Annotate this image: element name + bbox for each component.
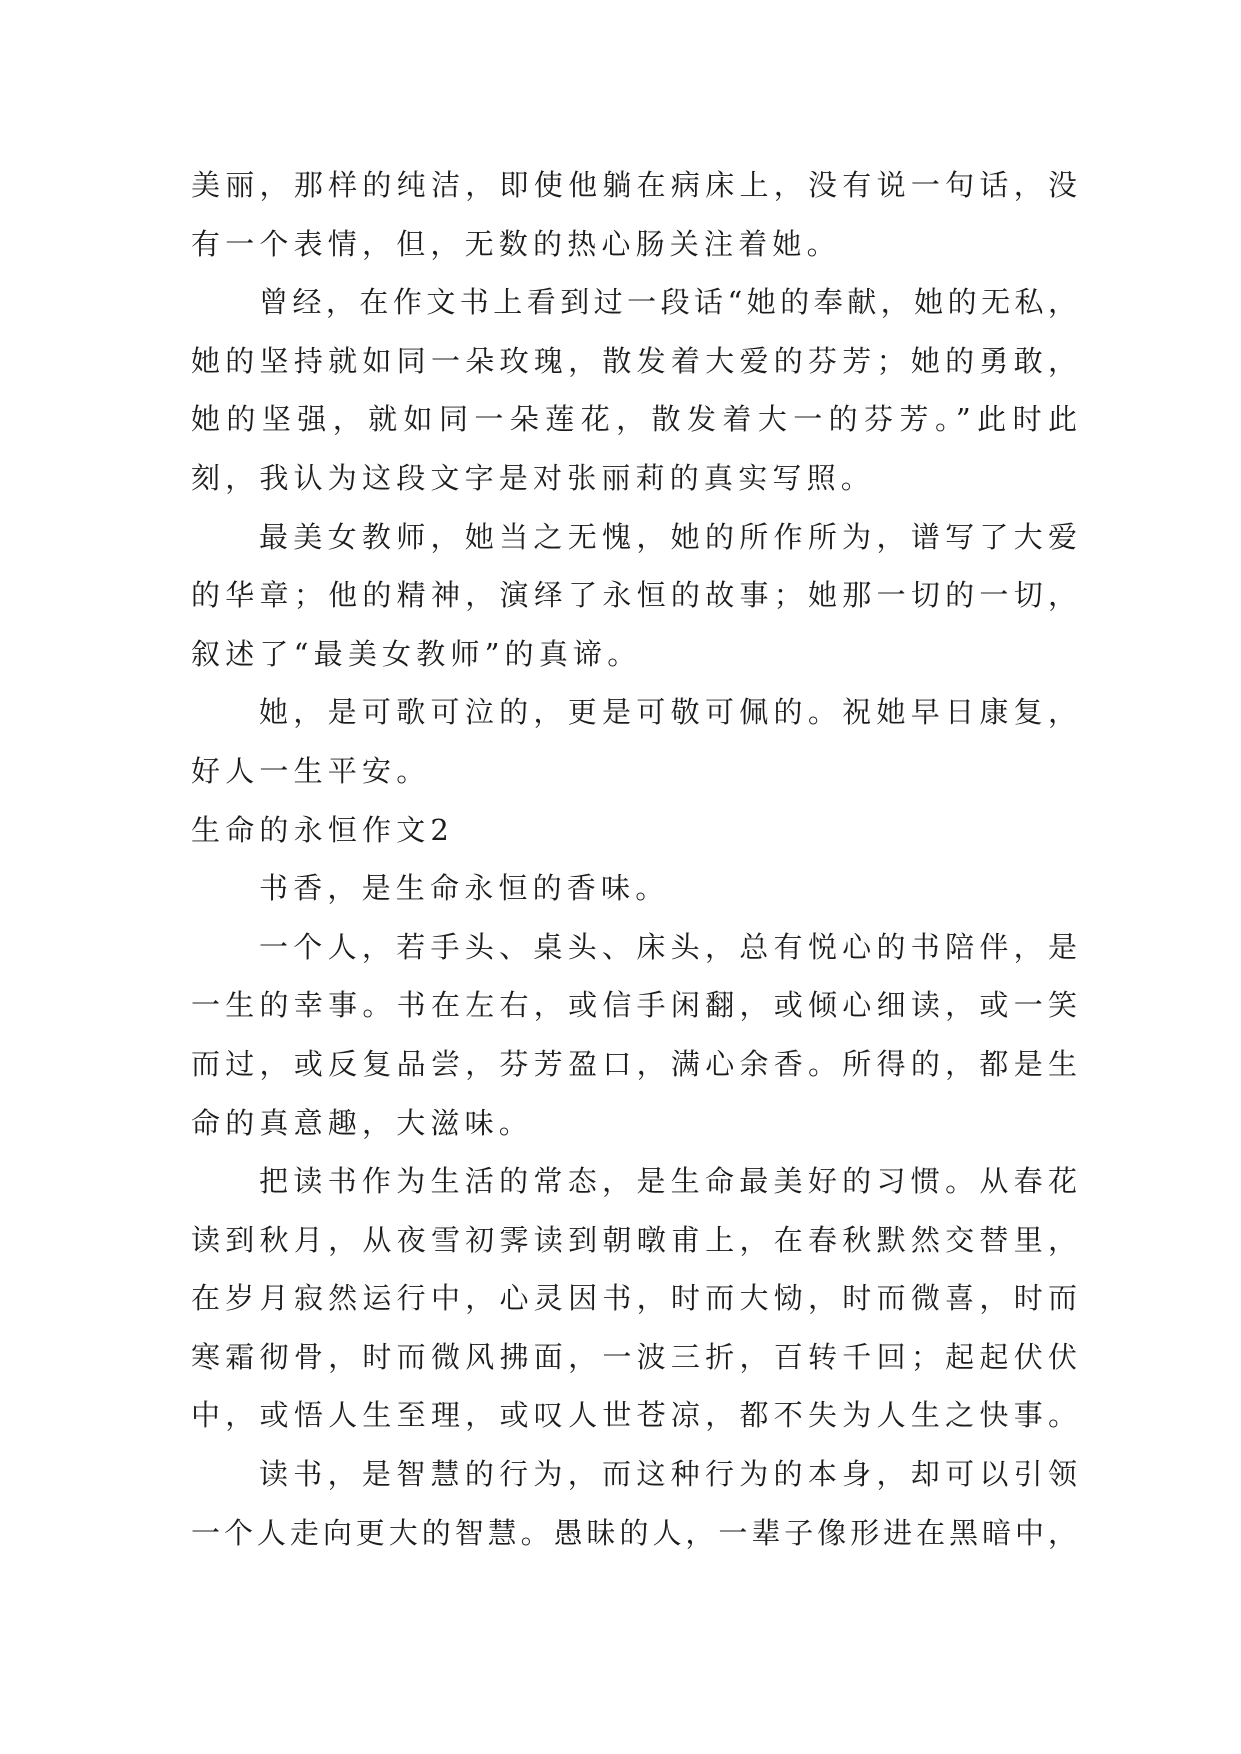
text-line: 命的真意趣，大滋味。 [191, 1105, 534, 1140]
paragraph [191, 1152, 1077, 1445]
document-body [191, 156, 1077, 1562]
text-line: 中，或悟人生至理，或叹人世苍凉，都不失为人生之快事。 [191, 1398, 1077, 1433]
text-line: 最美女教师，她当之无愧，她的所作所为，谱写了大爱 [259, 519, 1077, 554]
text-line: 寒霜彻骨，时而微风拂面，一波三折，百转千回；起起伏伏 [191, 1339, 1077, 1374]
paragraph [191, 859, 1077, 918]
text-line: 一个人，若手头、桌头、床头，总有悦心的书陪伴，是 [259, 929, 1077, 964]
text-line: 书香，是生命永恒的香味。 [259, 871, 670, 906]
section-title: 生命的永恒作文2 [191, 812, 455, 847]
paragraph [191, 273, 1077, 507]
text-line: 读到秋月，从夜雪初霁读到朝暾甫上，在春秋默然交替里， [191, 1222, 1077, 1257]
text-line: 有一个表情，但，无数的热心肠关注着她。 [191, 226, 841, 261]
paragraph [191, 918, 1077, 1152]
text-line: 好人一生平安。 [191, 753, 431, 788]
text-line: 她的坚强，就如同一朵莲花，散发着大一的芬芳。”此时此 [191, 402, 1077, 437]
text-line: 把读书作为生活的常态，是生命最美好的习惯。从春花 [259, 1164, 1077, 1199]
text-line: 叙述了“最美女教师”的真谛。 [191, 636, 642, 671]
text-line: 读书，是智慧的行为，而这种行为的本身，却可以引领 [259, 1457, 1077, 1492]
text-line: 美丽，那样的纯洁，即使他躺在病床上，没有说一句话，没 [191, 168, 1077, 202]
paragraph [191, 1445, 1077, 1562]
text-line: 的华章；他的精神，演绎了永恒的故事；她那一切的一切， [191, 578, 1077, 613]
text-line: 而过，或反复品尝，芬芳盈口，满心余香。所得的，都是生 [191, 1046, 1077, 1081]
text-line: 曾经，在作文书上看到过一段话“她的奉献，她的无私， [259, 285, 1077, 320]
paragraph [191, 683, 1077, 800]
text-line: 她，是可歌可泣的，更是可敬可佩的。祝她早日康复， [259, 695, 1077, 730]
text-line: 一生的幸事。书在左右，或信手闲翻，或倾心细读，或一笑 [191, 988, 1077, 1023]
paragraph [191, 508, 1077, 684]
text-line: 一个人走向更大的智慧。愚昧的人，一辈子像形进在黑暗中， [191, 1515, 1077, 1550]
paragraph [191, 156, 1077, 273]
text-line: 刻，我认为这段文字是对张丽莉的真实写照。 [191, 460, 876, 495]
text-line: 她的坚持就如同一朵玫瑰，散发着大爱的芬芳；她的勇敢， [191, 343, 1077, 378]
text-line: 在岁月寂然运行中，心灵因书，时而大恸，时而微喜，时而 [191, 1281, 1077, 1316]
